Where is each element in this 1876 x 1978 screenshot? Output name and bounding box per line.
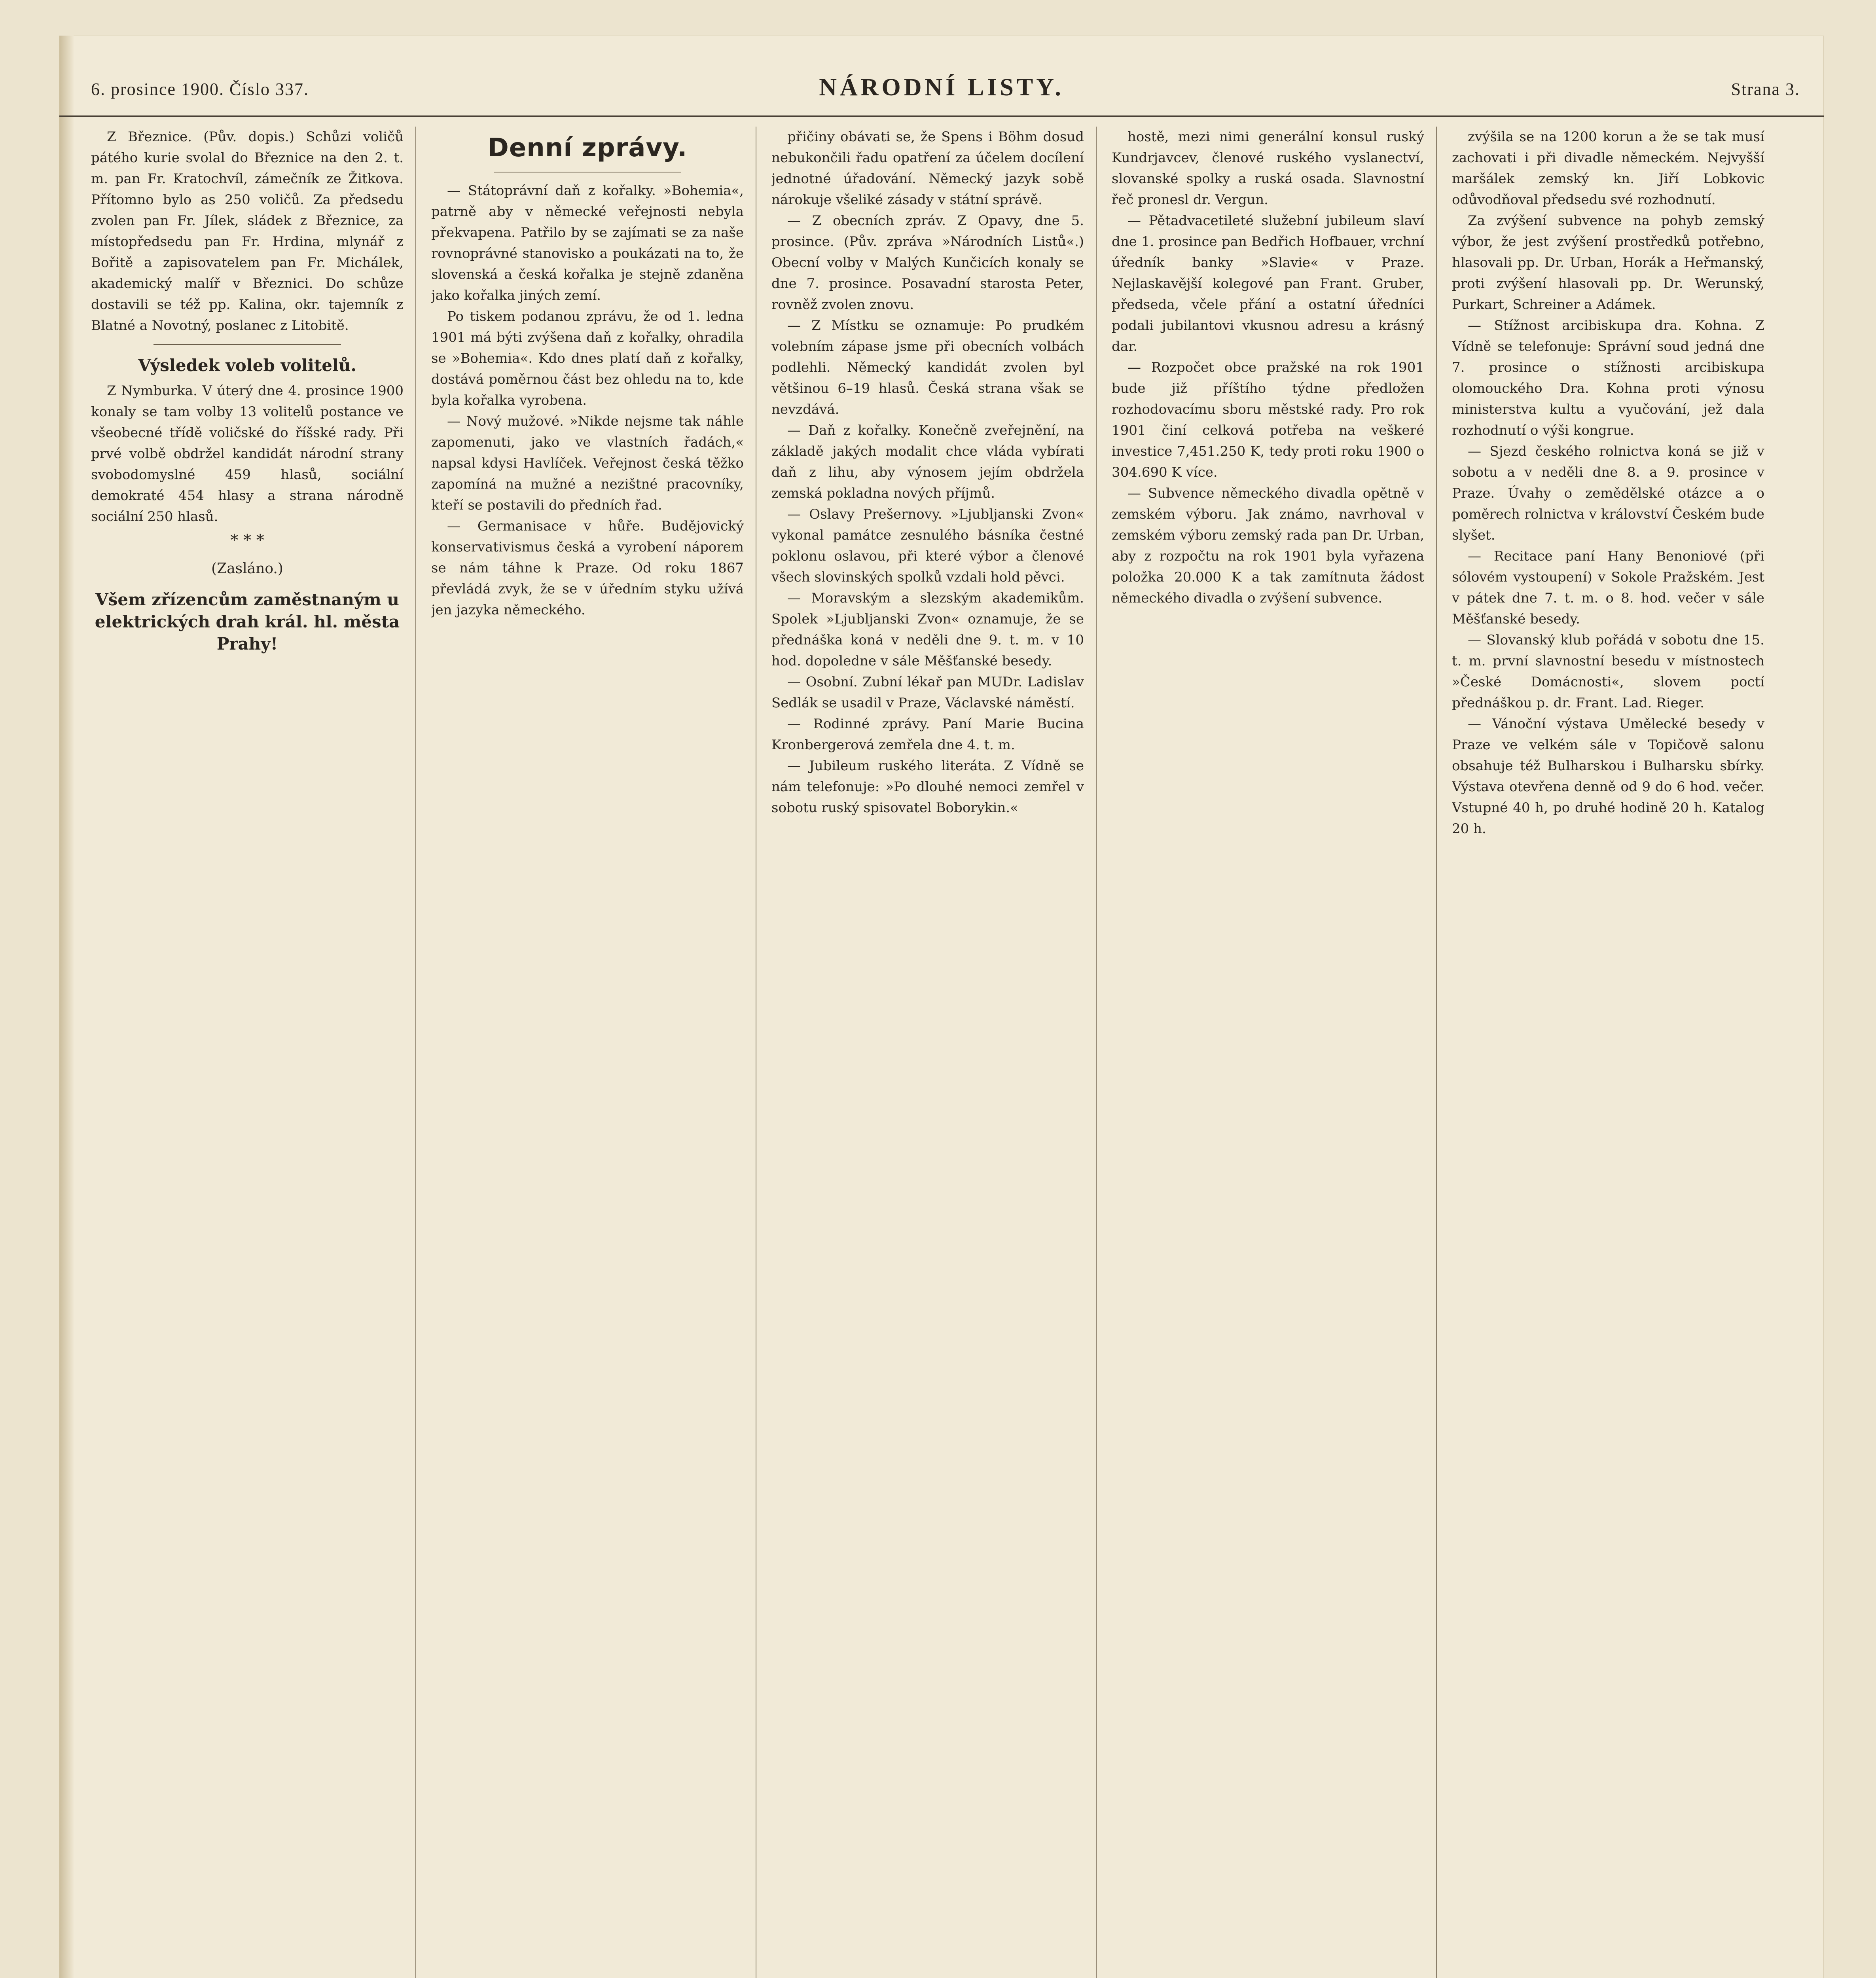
article-subvence-divadla: — Subvence německého divadla opětně v zemském výboru. Jak známo, navrhoval v zemském výboru zemský rada pan Dr. Urban, aby z rozpočtu na rok 1901 byla vyřazena položka 20.000 K a tak zamítnuta žádost německého divadla o zvýšení subvence. (1112, 485, 1424, 606)
article-akademikum: — Moravským a slezským akademikům. Spolek »Ljubljanski Zvon« oznamuje, že se přednáška koná v neděli dne 9. t. m. v 10 hod. dopoledne v sále Měšťanské besedy. (771, 590, 1084, 669)
article-spens-bohm: přičiny obávati se, že Spens i Böhm dosud nebukončili řadu opatření za účelem docílení jednotné úřadování. Německý jazyk sobě nárokuje všeliké zásady v státní správě. (771, 129, 1084, 208)
article-osobni: — Osobní. Zubní lékař pan MUDr. Ladislav Sedlák se usadil v Praze, Václavské náměstí. (771, 674, 1084, 711)
page-fold-shadow (59, 36, 74, 1978)
article-hlasovani: Za zvýšení subvence na pohyb zemský výbor, že jest zvýšení prostředků potřebno, hlasovali pp. Dr. Urban, Horák a Heřmanský, proti zvýšení hlasovali pp. Dr. Werunský, Purkart, Schreiner a Adámek. (1452, 213, 1764, 313)
article-subvence-cont: zvýšila se na 1200 korun a že se tak musí zachovati i při divadle německém. Nejvyšší maršálek zemský kn. Jiří Lobkovic odůvodňoval předsedu své rozhodnutí. (1452, 129, 1764, 208)
article-rozpocet: — Rozpočet obce pražské na rok 1901 bude již příštího týdne předložen rozhodovacímu sboru městské rady. Pro rok 1901 činí celková potřeba na veškeré investice 7,451.250 K, tedy proti roku 1900 o 304.690 K více. (1112, 360, 1424, 480)
article-slovansky-klub: — Slovanský klub pořádá v sobotu dne 15. t. m. první slavnostní besedu v místnostech »České Domácnosti«, slovem poctí přednáškou p. dr. Frant. Lad. Rieger. (1452, 632, 1764, 711)
article-breznice: Z Březnice. (Pův. dopis.) Schůzi voličů pátého kurie svolal do Březnice na den 2. t. m. pan Fr. Kratochvíl, zámečník ze Žitkova. Přítomno bylo as 250 voličů. Za předsedu zvolen pan Fr. Jílek, sládek z Březnice, za místopředsedu pan Fr. Hrdina, mlynář z Bořitě a zapisovatelem pan Fr. Michálek, akademický malíř v Březnici. Do schůze dostavili se též pp. Kalina, okr. tajemník z Blatné a Novotný, poslanec z Litobitě. (91, 129, 404, 333)
heading-vsem-zrizencum: Všem zřízencům zaměstnaným u elektrických drah král. hl. města Prahy! (95, 590, 400, 654)
column-1 (91, 127, 416, 1978)
masthead (59, 71, 1824, 117)
article-obecni-zpravy: — Z obecních zpráv. Z Opavy, dne 5. prosince. (Pův. zpráva »Národních Listů«.) Obecní volby v Malých Kunčicích konaly se dne 7. prosince. Posavadní starosta Peter, rovněž zvolen znovu. (771, 213, 1084, 313)
article-recitace: — Recitace paní Hany Benoniové (při sólovém vystoupení) v Sokole Pražském. Jest v pátek dne 7. t. m. o 8. hod. večer v sále Měšťanské besedy. (1452, 548, 1764, 627)
article-novy-muzove: — Nový mužové. »Nikde nejsme tak náhle zapomenuti, jako ve vlastních řadách,« napsal kdysi Havlíček. Veřejnost česká těžko zapomíná na mužné a nezištné pracovníky, kteří se postavili do předních řad. (431, 413, 744, 513)
article-jubileum: — Jubileum ruského literáta. Z Vídně se nám telefonuje: »Po dlouhé nemoci zemřel v sobotu ruský spisovatel Boborykin.« (771, 758, 1084, 816)
issue-date: 6. prosince 1900. Číslo 337. (91, 80, 309, 99)
article-germanisace: — Germanisace v hůře. Budějovický konservativismus česká a vyrobení náporem se nám táhne k Praze. Od roku 1867 převládá zvyk, že se v úředním styku užívá jen jazyka německého. (431, 518, 744, 618)
article-columns (91, 127, 1776, 1978)
newspaper-title: NÁRODNÍ LISTY. (819, 74, 1064, 101)
heading-zaslano: (Zasláno.) (211, 561, 283, 577)
divider (153, 344, 341, 345)
article-rodinne-zpravy: — Rodinné zprávy. Paní Marie Bucina Kronbergerová zemřela dne 4. t. m. (771, 716, 1084, 753)
article-stiznost-kohna: — Stížnost arcibiskupa dra. Kohna. Z Vídně se telefonuje: Správní soud jedná dne 7. prosince o stížnosti arcibiskupa olomouckého Dra. Kohna proti výnosu ministerstva kultu a vyučování, jež dala rozhodnutí o výši kongrue. (1452, 318, 1764, 438)
article-dan-z-koralky: — Státoprávní daň z kořalky. »Bohemia«, patrně aby v německé veřejnosti nebyla překvapena. Patřilo by se zajímati se za naše rovnoprávné stanovisko a poukázati na to, že slovenská a česká kořalka je stejně zdaněna jako kořalka jiných zemí. (431, 183, 744, 303)
column-4 (1112, 127, 1437, 1978)
article-hoste: hostě, mezi nimi generální konsul ruský Kundrjavcev, členové ruského vyslanectví, slovanské spolky a ruská osada. Slavnostní řeč pronesl dr. Vergun. (1112, 129, 1424, 208)
article-mistek: — Z Místku se oznamuje: Po prudkém volebním zápase jsme při obecních volbách podlehli. Německý kandidát zvolen byl většinou 6–19 hlasů. Česká strana však se nevzdává. (771, 318, 1084, 417)
column-3 (771, 127, 1097, 1978)
article-oslavy-presernovy: — Oslavy Prešernovy. »Ljubljanski Zvon« vykonal památce zesnulého básníka čestné poklonu oslavou, při které výbor a členové všech slovinských spolků vzdali hold pěvci. (771, 506, 1084, 585)
column-2 (431, 127, 756, 1978)
article-jubileum-hofbauer: — Pětadvacetileté služební jubileum slaví dne 1. prosince pan Bedřich Hofbauer, vrchní úředník banky »Slavie« v Praze. Nejlaskavější kolegové pan Frant. Gruber, předseda, včele přání a ostatní úředníci podali jubilantovi vkusnou adresu a krásný dar. (1112, 213, 1424, 354)
heading-denni-zpravy: Denní zprávy. (487, 133, 688, 163)
article-dan-z-koralky-cont: Po tiskem podanou zprávu, že od 1. ledna 1901 má býti zvýšena daň z kořalky, ohradila se »Bohemia«. Kdo dnes platí daň z kořalky, dostává poměrnou část bez ohledu na to, kde byla kořalka vyrobena. (431, 309, 744, 408)
heading-vysledek-voleb: Výsledek voleb volitelů. (138, 356, 357, 375)
page-number: Strana 3. (1731, 80, 1800, 99)
separator: * * * (230, 531, 264, 549)
article-vanocni-vystava: — Vánoční výstava Umělecké besedy v Praze ve velkém sále v Topičově salonu obsahuje též Bulharskou i Bulharsku sbírky. Výstava otevřena denně od 9 do 6 hod. večer. Vstupné 40 h, po druhé hodině 20 h. Katalog 20 h. (1452, 716, 1764, 837)
article-dan-z-koralky-2: — Daň z kořalky. Konečně zveřejnění, na základě jakých modalit chce vláda vybírati daň z lihu, aby výnosem jejím obdržela zemská pokladna nových příjmů. (771, 423, 1084, 501)
article-sjezd-rolnictva: — Sjezd českého rolnictva koná se již v sobotu a v neděli dne 8. a 9. prosince v Praze. Úvahy o zemědělské otázce a o poměrech rolnictva v království Českém bude slyšet. (1452, 443, 1764, 543)
column-5 (1452, 127, 1776, 1978)
article-nymburk: Z Nymburka. V úterý dne 4. prosince 1900 konaly se tam volby 13 volitelů postance ve všeobecné třídě voličské do říšské rady. Při prvé volbě obdržel kandidát národní strany svobodomyslné 459 hlasů, sociální demokraté 454 hlasy a strana národně sociální 250 hlasů. (91, 383, 404, 525)
